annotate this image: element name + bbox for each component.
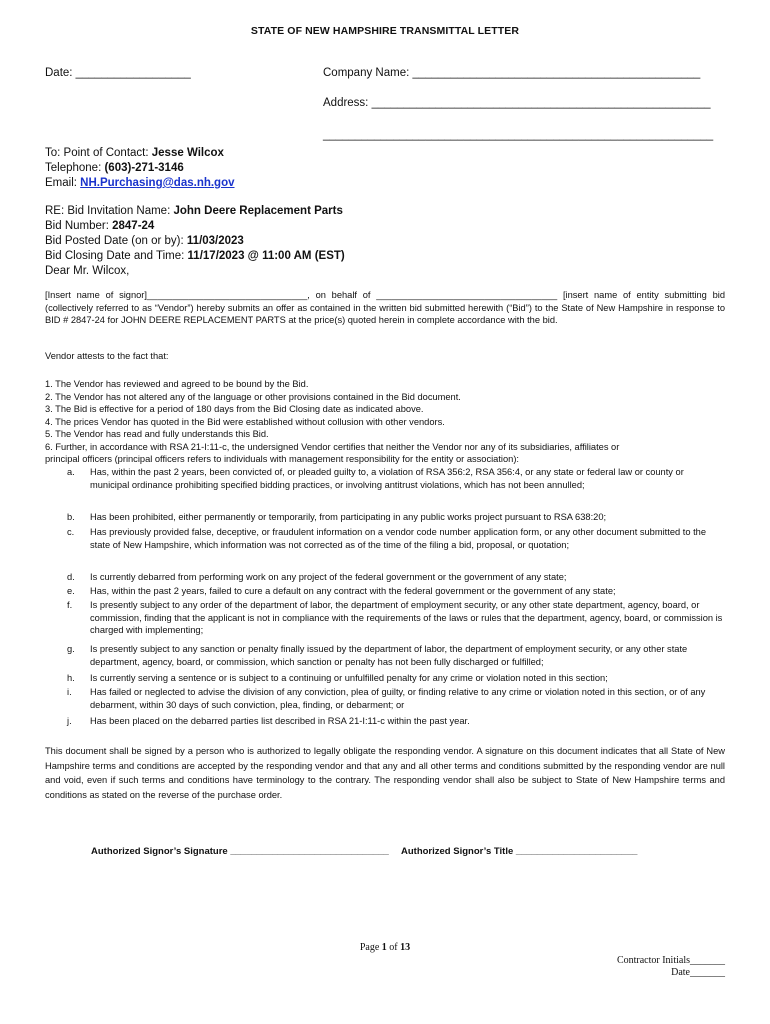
closing-paragraph: This document shall be signed by a person who is authorized to legally obligate the responding vendor. A signature on this document indicates that all State of New Hampshire terms and conditions are accepted by the responding vendor and that any and all other terms and conditions submitted by the responding vendor are null and void, even if such terms and conditions have terminology to the contrary. The responding vendor shall also be subject to State of New Hampshire terms and conditions as stated on the reverse of the purchase order. bbox=[45, 746, 725, 800]
page-number: Page 1 of 13 bbox=[359, 942, 411, 953]
page-title: STATE OF NEW HAMPSHIRE TRANSMITTAL LETTER bbox=[250, 25, 520, 37]
list-item: principal officers (principal officers refers to individuals with management responsibility for the entity or association): bbox=[45, 454, 520, 464]
email: Email: NH.Purchasing@das.nh.gov bbox=[45, 177, 235, 189]
list-item: 6. Further, in accordance with RSA 21-I:11-c, the undersigned Vendor certifies that neither the Vendor nor any of its subsidiaries, affiliates or bbox=[45, 441, 620, 452]
point-of-contact: To: Point of Contact: Jesse Wilcox bbox=[45, 147, 224, 159]
numbered-list bbox=[45, 378, 725, 466]
list-item: 5. The Vendor has read and fully understands this Bid. bbox=[45, 429, 269, 439]
list-item: 4. The prices Vendor has quoted in the Bid were established without collusion with other vendors. bbox=[45, 416, 445, 427]
company-name-line: Company Name: _____________________________________________ bbox=[323, 67, 701, 79]
list-item: 1. The Vendor has reviewed and agreed to be bound by the Bid. bbox=[45, 379, 309, 389]
list-item: 3. The Bid is effective for a period of 180 days from the Bid Closing date as indicated above. bbox=[45, 404, 424, 414]
re-block bbox=[45, 204, 345, 279]
email-link[interactable]: NH.Purchasing@das.nh.gov bbox=[80, 177, 235, 189]
bid-invitation-name: RE: Bid Invitation Name: John Deere Replacement Parts bbox=[45, 205, 343, 217]
intro-paragraph: [Insert name of signor]_______________________________, on behalf of ___________________________________ [insert name of entity submitting bid (collectively referred to as “Vendor”) hereby submits an offer as contained in the written bid submitted herewith (“Bid”) to the State of New Hampshire in response to BID # 2847-24 for JOHN DEERE REPLACEMENT PARTS at the price(s) quoted herein in complete accordance with the bid. bbox=[45, 290, 725, 325]
contractor-initials: Contractor Initials_______ bbox=[616, 955, 725, 966]
footer-date: Date_______ bbox=[671, 967, 725, 978]
bid-posted-date: Bid Posted Date (on or by): 11/03/2023 bbox=[45, 235, 244, 247]
address-line: Address: _____________________________________________________ bbox=[323, 97, 711, 109]
sub-list: a. Has, within the past 2 years, been convicted of, or pleaded guilty to, a violation of RSA 356:2, RSA 356:4, or any state or federal law or county or municipal ordinance prohibiting specified bidding practices, or involving antitrust violations, which has not been annulled; b. Has been prohibited, either permanently or temporarily, from participating in any public works project pursuant to RSA 638:20; c. Has previously provided false, deceptive, or fraudulent information on a vendor code number application form, or any other document submitted to the state of New Hampshire, which information was not corrected as of the time of the filing a bid, proposal, or quotation; d. Is currently debarred from performing work on any project of the federal government or the government of any state; e. Has, within the past 2 years, failed to cure a default on any contract with the federal government or the government of any state; f. Is presently subject to any order of the department of labor, the department of employment security, or any other state department, agency, board, or commission, finding that the applicant is not in compliance with the requirements of the laws or rules that the department, agency, board, or commission is charged with implementing; g. Is presently subject to any sanction or penalty finally issued by the department of labor, the department of employment security, or any other state department, agency, board, or commission, which sanction or penalty has not been fully discharged or fulfilled; h. Is currently serving a sentence or is subject to a continuing or unfulfilled penalty for any crime or violation noted in this section; i. Has failed or neglected to advise the division of any conviction, plea of guilty, or finding relative to any crime or violation noted in this section, or of any debarment, within 30 days of such conviction, plea, finding, or debarment; or j. Has been placed on the debarred parties list described in RSA 21-I:11-c within the past year. bbox=[67, 467, 723, 726]
title-line: Authorized Signor’s Title _______________________ bbox=[401, 846, 638, 857]
contact-block bbox=[45, 146, 235, 191]
telephone: Telephone: (603)-271-3146 bbox=[45, 162, 184, 174]
greeting: Dear Mr. Wilcox, bbox=[45, 265, 130, 277]
attests-line: Vendor attests to the fact that: bbox=[45, 351, 169, 361]
bid-number: Bid Number: 2847-24 bbox=[45, 220, 155, 232]
bid-closing-date: Bid Closing Date and Time: 11/17/2023 @ 11:00 AM (EST) bbox=[45, 250, 345, 262]
list-item: 2. The Vendor has not altered any of the language or other provisions contained in the Bid document. bbox=[45, 391, 461, 402]
address-line-2: _____________________________________________________________ bbox=[323, 129, 714, 141]
signature-line: Authorized Signor’s Signature ______________________________ bbox=[91, 846, 389, 857]
date-field-line: Date: __________________ bbox=[45, 67, 191, 79]
